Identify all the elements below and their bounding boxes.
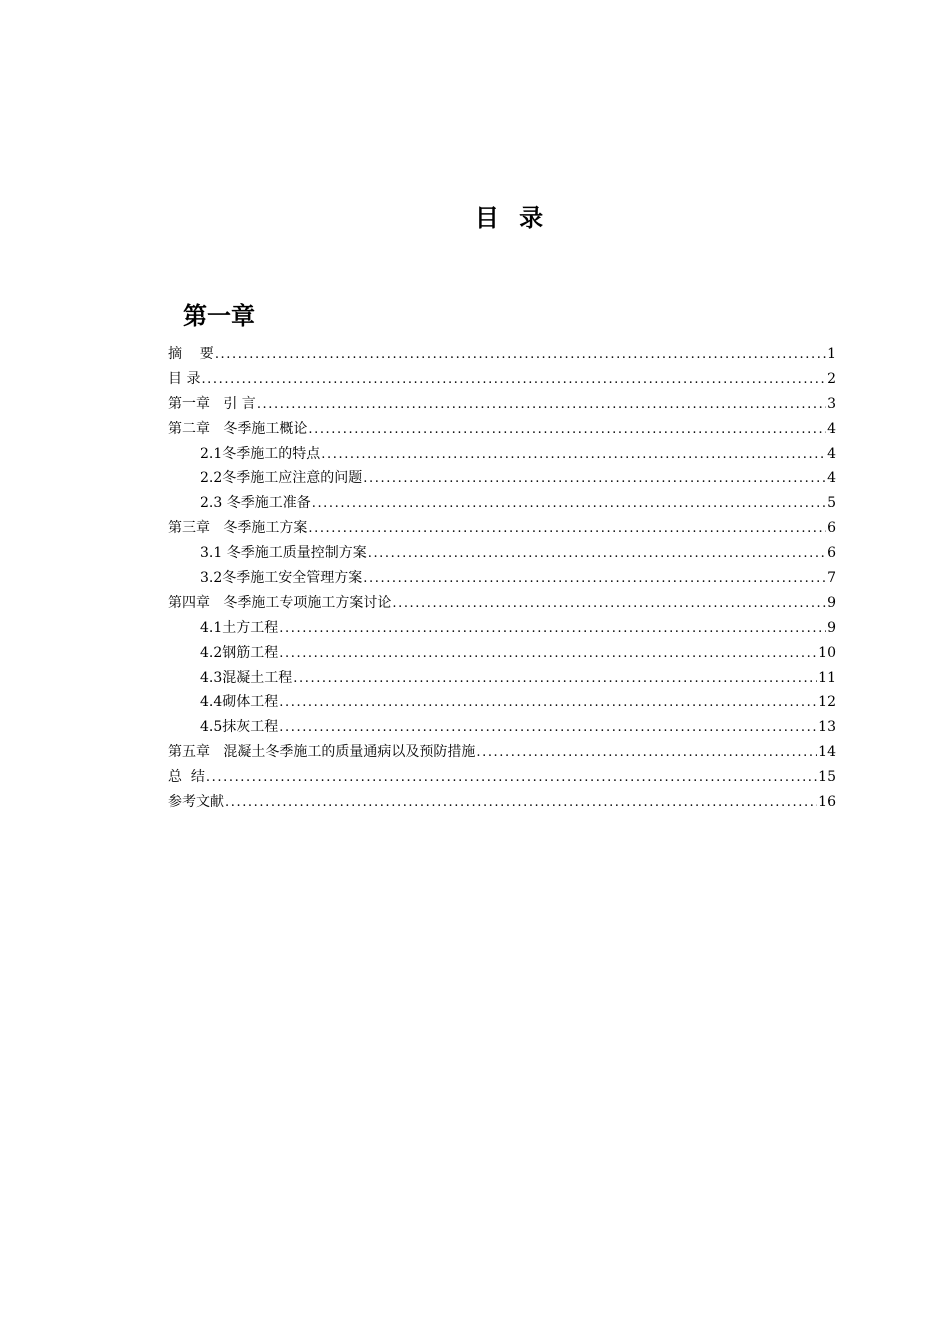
toc-leader-dots <box>363 467 826 492</box>
toc-entry-label: 4.3混凝土工程 <box>200 669 293 686</box>
toc-entry[interactable] <box>168 392 836 417</box>
toc-leader-dots <box>312 492 826 517</box>
toc-entry-label: 参考文献 <box>168 794 224 811</box>
toc-leader-dots <box>279 691 817 716</box>
toc-entry[interactable] <box>168 442 836 467</box>
toc-entry-label: 总 结 <box>168 769 205 786</box>
toc-leader-dots <box>279 617 826 642</box>
toc-entry[interactable] <box>168 342 836 367</box>
toc-leader-dots <box>308 517 826 542</box>
toc-entry[interactable] <box>168 516 836 541</box>
toc-leader-dots <box>476 741 817 766</box>
toc-entry-page: 9 <box>827 594 836 611</box>
toc-entry-page: 5 <box>827 495 836 512</box>
toc-leader-dots <box>392 592 826 617</box>
page-title: 目 录 <box>474 204 550 232</box>
toc-entry-page: 4 <box>827 470 836 487</box>
toc-entry-page: 4 <box>827 420 836 437</box>
toc-entry-page: 14 <box>818 744 836 761</box>
toc-leader-dots <box>321 443 826 468</box>
toc-entry[interactable] <box>168 641 836 666</box>
toc-leader-dots <box>293 667 817 692</box>
toc-leader-dots <box>206 766 817 791</box>
toc-entry[interactable] <box>168 666 836 691</box>
toc-entry[interactable] <box>168 690 836 715</box>
toc-entry-page: 9 <box>827 619 836 636</box>
toc-entry[interactable] <box>168 765 836 790</box>
toc-entry-page: 1 <box>827 346 836 362</box>
toc-leader-dots <box>257 393 826 418</box>
toc-leader-dots <box>368 542 826 567</box>
toc-entry-label: 4.2钢筋工程 <box>200 644 279 661</box>
toc-entry-label: 2.1冬季施工的特点 <box>200 445 321 462</box>
toc-entry-page: 4 <box>827 445 836 462</box>
table-of-contents <box>168 342 836 815</box>
toc-entry[interactable] <box>168 491 836 516</box>
toc-entry-page: 6 <box>827 520 836 537</box>
toc-leader-dots <box>308 418 826 443</box>
toc-leader-dots <box>215 343 826 368</box>
toc-leader-dots <box>201 368 826 393</box>
toc-entry-label: 3.1 冬季施工质量控制方案 <box>200 545 367 562</box>
toc-entry-label: 3.2冬季施工安全管理方案 <box>200 570 363 587</box>
toc-leader-dots <box>279 716 817 741</box>
toc-entry[interactable] <box>168 466 836 491</box>
chapter-heading: 第一章 <box>183 302 255 330</box>
toc-entry-page: 10 <box>818 644 836 661</box>
toc-entry-label: 第一章 引 言 <box>168 395 256 412</box>
toc-entry-label: 4.4砌体工程 <box>200 694 279 711</box>
toc-entry-label: 第二章 冬季施工概论 <box>168 420 308 437</box>
toc-leader-dots <box>225 791 817 816</box>
toc-entry-label: 4.1土方工程 <box>200 619 279 636</box>
toc-entry[interactable] <box>168 740 836 765</box>
toc-entry-label: 第五章 混凝土冬季施工的质量通病以及预防措施 <box>168 744 476 761</box>
toc-entry-page: 3 <box>827 395 836 412</box>
toc-entry[interactable] <box>168 566 836 591</box>
toc-entry-label: 2.2冬季施工应注意的问题 <box>200 470 363 487</box>
toc-entry[interactable] <box>168 715 836 740</box>
toc-entry-label: 目 录 <box>168 370 201 387</box>
toc-entry-page: 16 <box>818 794 836 811</box>
toc-entry-label: 摘 要 <box>168 346 214 362</box>
toc-entry-page: 13 <box>818 719 836 736</box>
toc-entry-label: 第三章 冬季施工方案 <box>168 520 308 537</box>
toc-entry[interactable] <box>168 367 836 392</box>
toc-entry[interactable] <box>168 790 836 815</box>
toc-entry-page: 11 <box>818 669 836 686</box>
toc-entry-label: 第四章 冬季施工专项施工方案讨论 <box>168 594 392 611</box>
toc-entry-page: 12 <box>818 694 836 711</box>
toc-entry-page: 7 <box>827 570 836 587</box>
toc-entry[interactable] <box>168 417 836 442</box>
toc-entry-page: 6 <box>827 545 836 562</box>
toc-leader-dots <box>363 567 826 592</box>
toc-leader-dots <box>279 642 817 667</box>
toc-entry-page: 15 <box>818 769 836 786</box>
toc-entry-label: 4.5抹灰工程 <box>200 719 279 736</box>
toc-entry[interactable] <box>168 616 836 641</box>
toc-entry-label: 2.3 冬季施工准备 <box>200 495 311 512</box>
toc-entry-page: 2 <box>827 370 836 387</box>
toc-entry[interactable] <box>168 591 836 616</box>
toc-entry[interactable] <box>168 541 836 566</box>
